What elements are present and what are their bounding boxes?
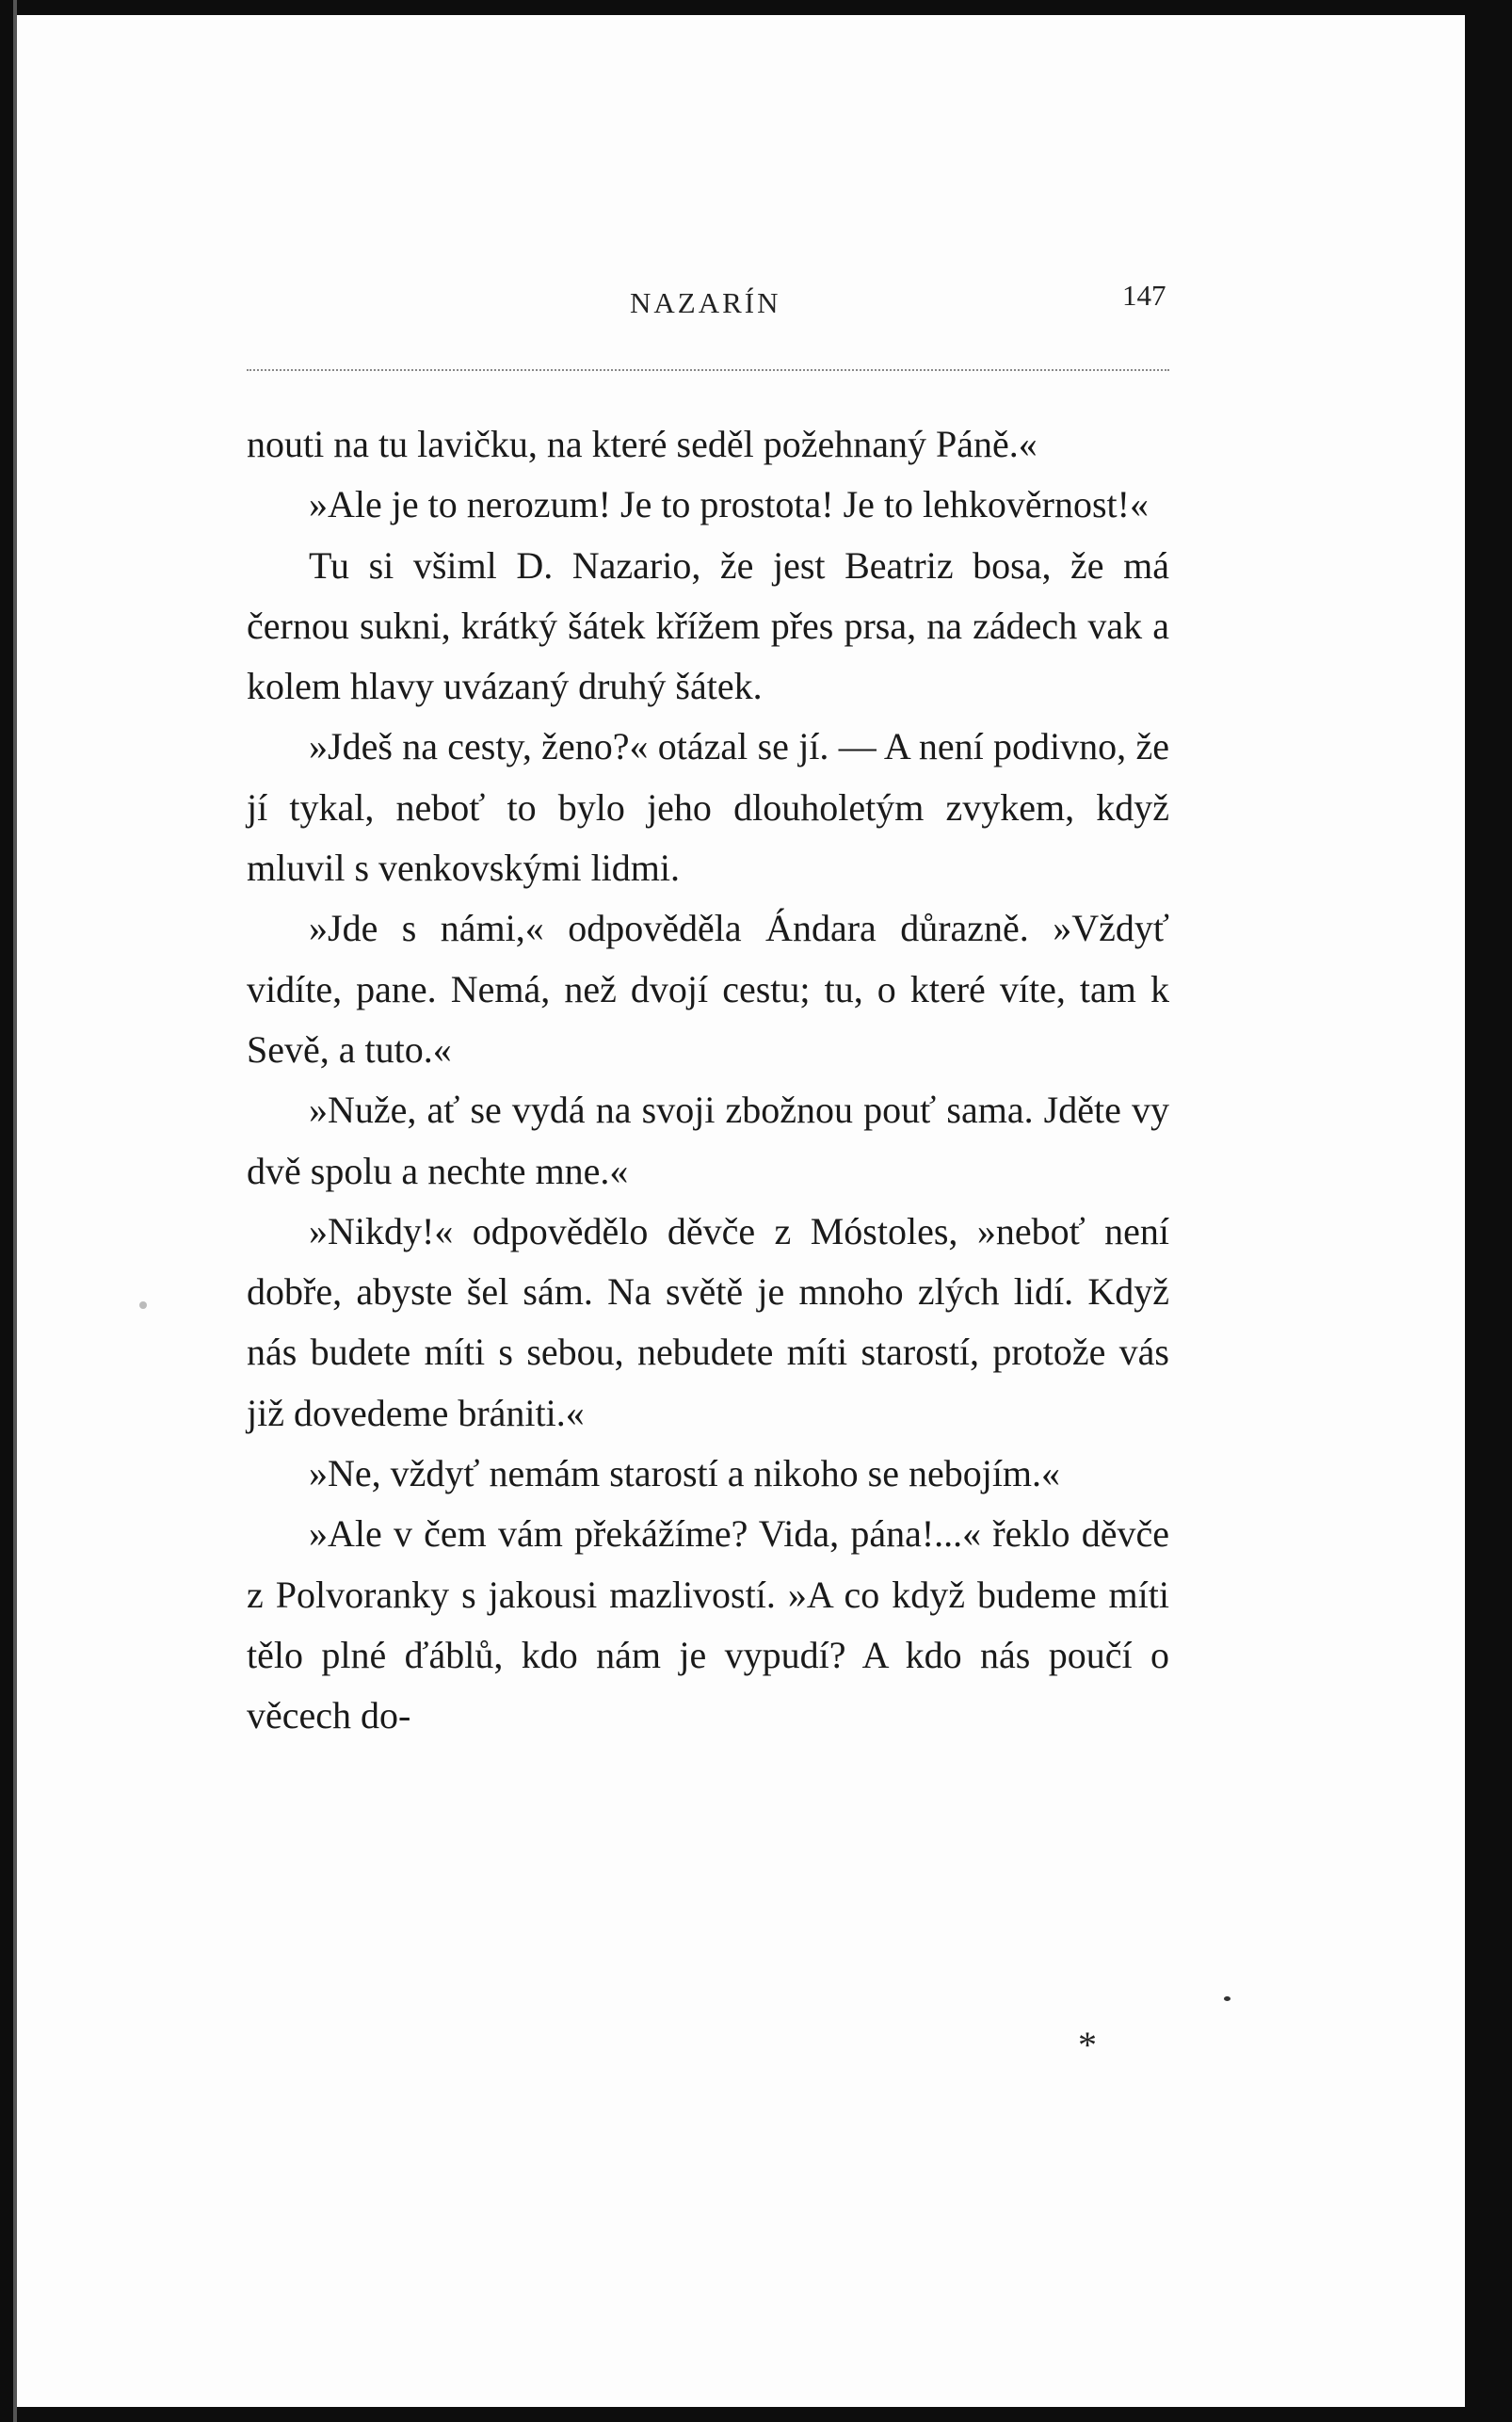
page-number: 147 [1122, 279, 1166, 312]
paragraph: »Ale v čem vám překážíme? Vida, pána!...« řeklo děvče z Polvoranky s jakousi mazlivostí. »A co když budeme míti tělo plné ďáblů, kdo nám je vypudí? A kdo nás poučí o věcech do- [247, 1512, 1169, 1737]
page-header [247, 279, 1188, 335]
paragraph: »Ne, vždyť nemám starostí a nikoho se nebojím.« [309, 1452, 1061, 1495]
scan-speck [1224, 1996, 1231, 2001]
paragraph: »Jdeš na cesty, ženo?« otázal se jí. — A není podivno, že jí tykal, neboť to bylo jeho dlouholetým zvykem, když mluvil s venkovskými lidmi. [247, 725, 1169, 890]
signature-mark: * [1078, 2024, 1097, 2066]
paragraph: nouti na tu lavičku, na které seděl požehnaný Páně.« [247, 423, 1037, 465]
body-text [247, 414, 1169, 1747]
paragraph: »Jde s námi,« odpověděla Ándara důrazně. »Vždyť vidíte, pane. Nemá, než dvojí cestu; tu, o které víte, tam k Sevě, a tuto.« [247, 907, 1169, 1071]
running-head: NAZARÍN [630, 286, 781, 319]
scan-speck [139, 1301, 147, 1309]
scan-border-bottom [0, 2407, 1512, 2422]
paragraph: »Nikdy!« odpovědělo děvče z Móstoles, »neboť není dobře, abyste šel sám. Na světě je mnoho zlých lidí. Když nás budete míti s sebou, nebudete míti starostí, protože vás již dovedeme brániti.« [247, 1209, 1169, 1434]
scan-border-left [0, 0, 13, 2422]
scan-border-top [0, 0, 1512, 15]
paragraph: Tu si všiml D. Nazario, že jest Beatriz bosa, že má černou sukni, krátký šátek křížem přes prsa, na zádech vak a kolem hlavy uvázaný druhý šátek. [247, 543, 1169, 708]
scan-border-right [1465, 0, 1512, 2422]
paragraph: »Nuže, ať se vydá na svoji zbožnou pouť sama. Jděte vy dvě spolu a nechte mne.« [247, 1089, 1169, 1192]
paragraph: »Ale je to nerozum! Je to prostota! Je to lehkověrnost!« [309, 483, 1149, 526]
header-rule [247, 369, 1169, 371]
